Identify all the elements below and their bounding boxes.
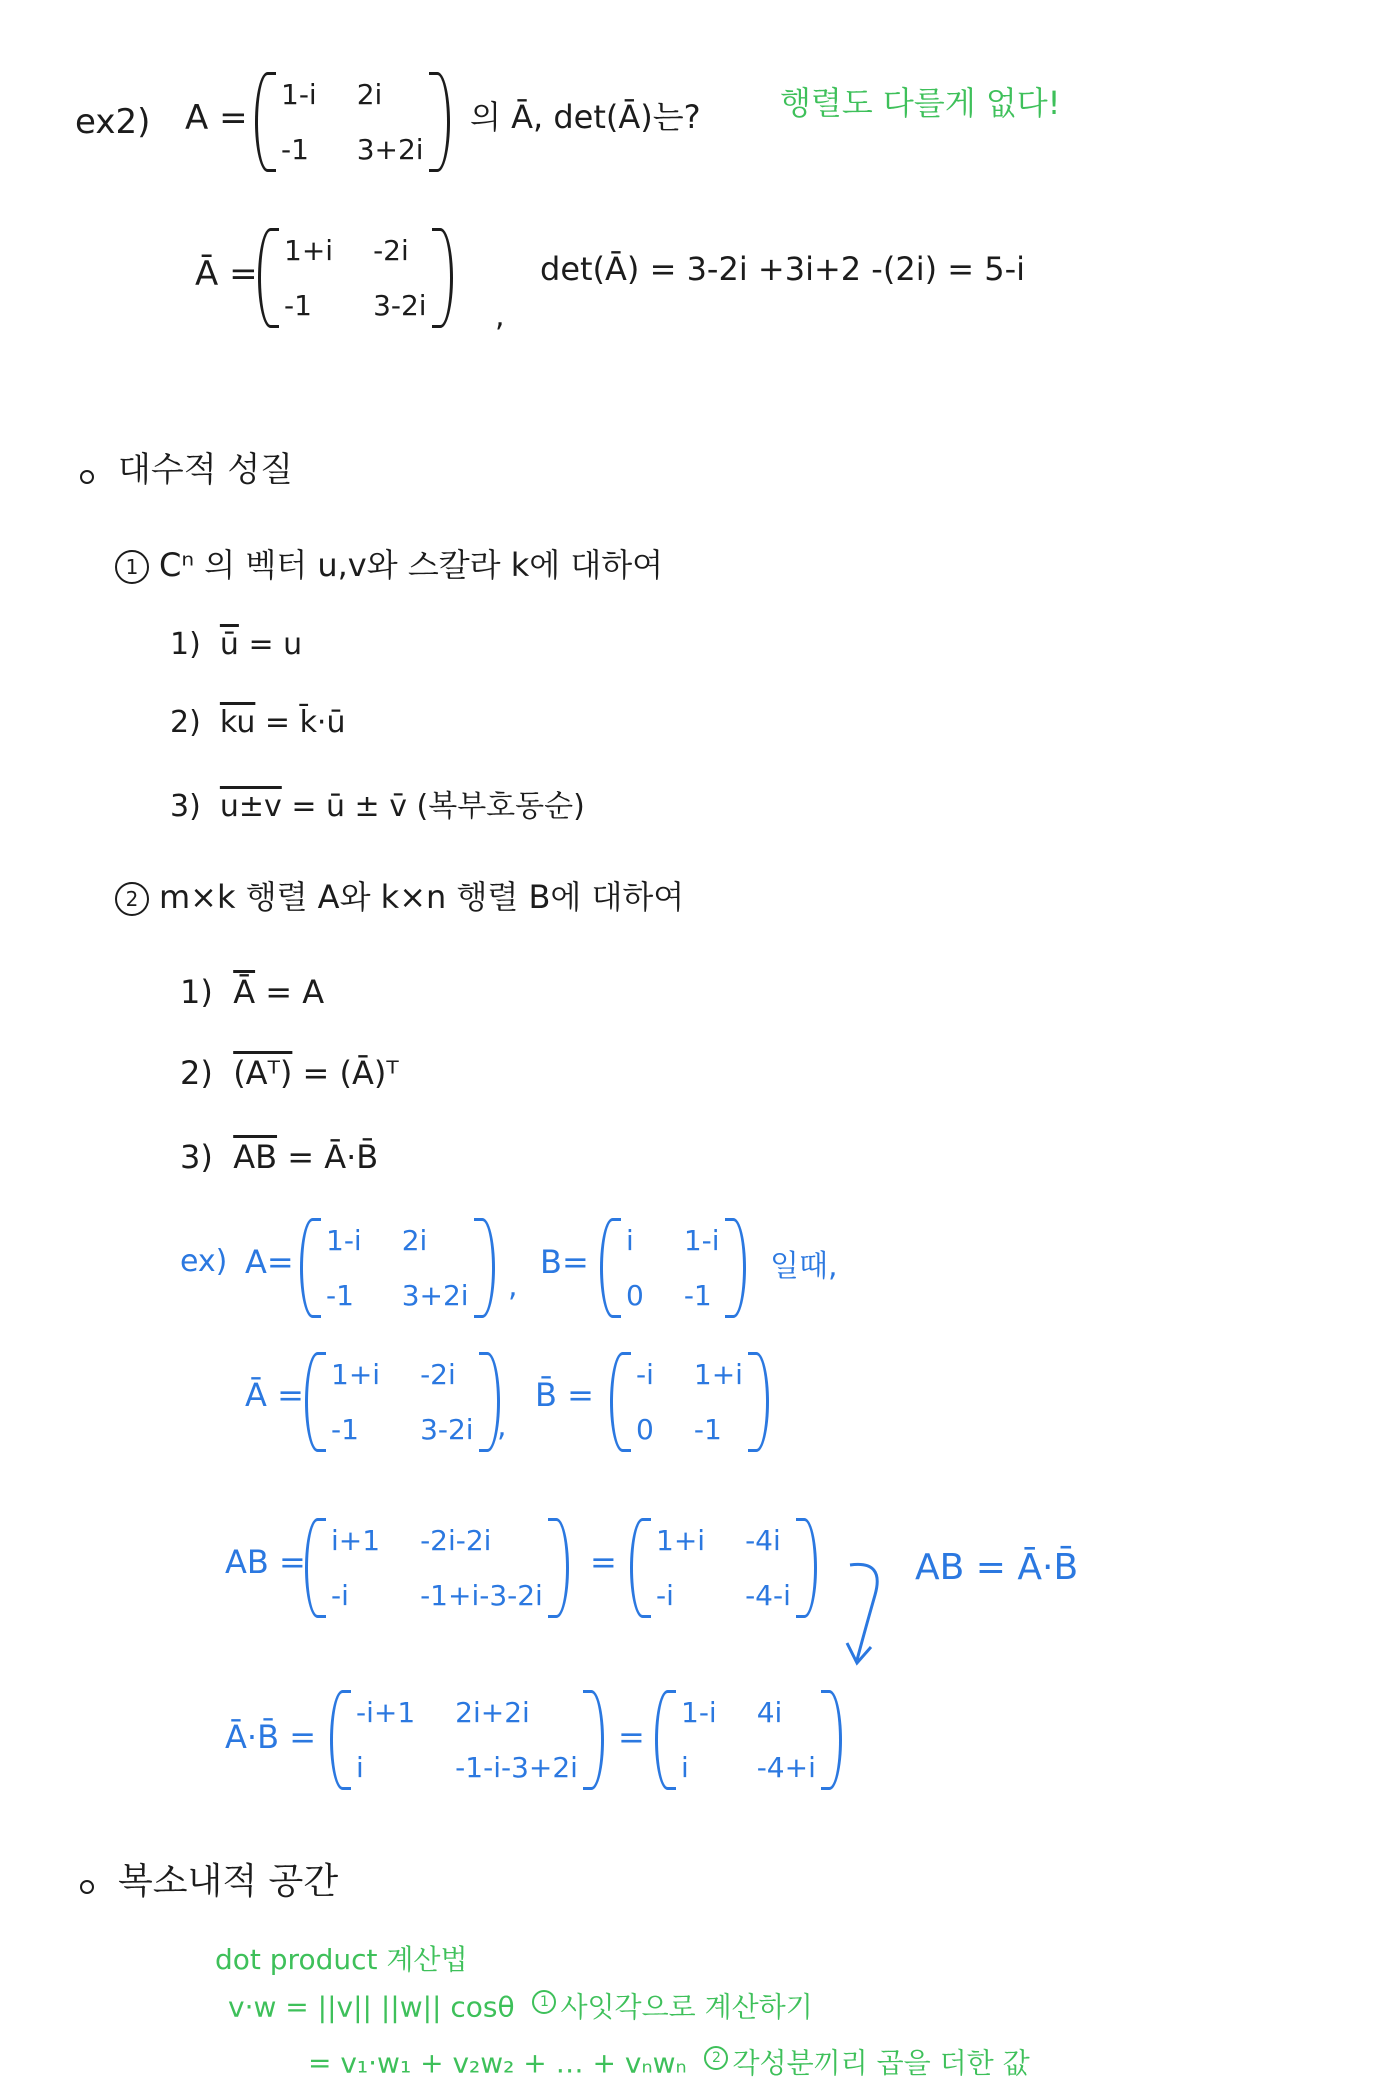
matrix-cell: 3-2i (373, 289, 427, 322)
matrix-cell: 1-i (281, 78, 317, 111)
bullet-icon (80, 470, 94, 484)
matrix-cell: -1 (693, 1413, 722, 1446)
matrix-cell: 3-2i (420, 1413, 474, 1446)
matrix-cell: -4i (745, 1524, 781, 1557)
matrix-cell: -i+1 (356, 1696, 416, 1729)
ex-blue-AbarBbar-eq: Ā·B̄ = (225, 1718, 316, 1756)
ex-blue-matrix-AB (630, 1518, 817, 1618)
matrix-cell: -1 (331, 1413, 359, 1446)
matrix-cell: i (356, 1751, 364, 1784)
prop1-rule-2: 2) $\overline{ku}$ = k̄·ū (170, 705, 346, 740)
matrix-cell: 0 (636, 1413, 654, 1446)
prop2-rule-2: 2) (Aᵀ) = (Ā)ᵀ (180, 1054, 399, 1092)
ex-blue-matrix-Bbar (610, 1352, 769, 1452)
matrix-cell: -1 (683, 1279, 712, 1312)
ex-blue-conclusion: AB = Ā·B̄ (915, 1547, 1079, 1588)
section-heading-inner-space: 복소내적 공간 (118, 1861, 339, 1902)
matrix-cell: 2i (401, 1224, 428, 1257)
matrix-cell: 1+i (284, 234, 334, 267)
matrix-cell: -4+i (756, 1751, 816, 1784)
matrix-cell: -4-i (745, 1579, 791, 1612)
ex-blue-comma-2: , (497, 1409, 507, 1444)
prop2-rule-1: 1) $\overline{Ā} = A$ (180, 973, 325, 1011)
prop1-text: 1 Cⁿ 의 벡터 u,v와 스칼라 k에 대하여 (115, 548, 663, 584)
ex2-det-calc: det(Ā) = 3-2i +3i+2 -(2i) = 5-i (540, 250, 1026, 288)
ex2-matrix-Abar (258, 228, 453, 328)
ex-blue-equals-1: = (590, 1543, 617, 1581)
section-heading-conj-props: 대수적 성질 (118, 450, 294, 490)
matrix-cell: -2i (373, 234, 409, 267)
matrix-cell: -i (331, 1579, 349, 1612)
dot-product-line-1: v·w = ||v|| ||w|| cosθ 1 사잇각으로 계산하기 (228, 1990, 813, 2024)
circled-number-icon: 1 (532, 1990, 556, 2014)
matrix-cell: -1-i-3+2i (455, 1751, 578, 1784)
ex-blue-matrix-B (600, 1218, 746, 1318)
matrix-cell: 1-i (681, 1696, 717, 1729)
matrix-cell: 2i+2i (455, 1696, 530, 1729)
matrix-cell: -1 (281, 133, 309, 166)
matrix-cell: 1-i (326, 1224, 362, 1257)
ex-blue-tail: 일때, (770, 1249, 838, 1284)
matrix-cell: i (681, 1751, 689, 1784)
matrix-cell: 1+i (693, 1358, 743, 1391)
matrix-cell: -i (636, 1358, 654, 1391)
matrix-cell: 4i (756, 1696, 783, 1729)
prop2-rule-3: 3) $\overline{AB}$ = Ā·B̄ (180, 1138, 379, 1176)
ex2-matrix-A (255, 72, 450, 172)
ex-blue-AB-eq: AB = (225, 1543, 306, 1581)
matrix-cell: 1+i (331, 1358, 381, 1391)
prop1-rule-1: 1) $\overline{ū} = u$ (170, 627, 303, 662)
ex-blue-comma-1: , (508, 1269, 518, 1304)
ex-blue-matrix-AbarBbar-raw (330, 1690, 604, 1790)
bullet-icon (80, 1880, 94, 1894)
ex-blue-B-eq: B= (540, 1243, 589, 1281)
ex2-comma: , (495, 299, 505, 334)
ex-blue-equals-2: = (618, 1718, 645, 1756)
matrix-cell: -i (656, 1579, 674, 1612)
circled-number-icon: 2 (704, 2046, 728, 2070)
matrix-cell: -2i (420, 1358, 456, 1391)
ex-blue-matrix-Abar (305, 1352, 500, 1452)
ex2-Abar-eq: Ā = (195, 254, 258, 294)
ex-blue-Bbar-eq: B̄ = (535, 1376, 594, 1414)
matrix-cell: 0 (626, 1279, 644, 1312)
ex-blue-label: ex) (180, 1244, 228, 1279)
ex-blue-matrix-AB-raw (305, 1518, 569, 1618)
dot-product-line-2: = v₁·w₁ + v₂w₂ + … + vₙwₙ 2 각성분끼리 곱을 더한 값 (308, 2046, 1030, 2080)
dot-product-title: dot product 계산법 (215, 1943, 468, 1976)
matrix-cell: i (626, 1224, 634, 1257)
matrix-cell: -1 (326, 1279, 354, 1312)
ex2-remark: 행렬도 다를게 없다! (780, 84, 1061, 122)
ex-blue-Abar-eq: Ā = (245, 1376, 304, 1414)
ex-blue-matrix-A (300, 1218, 495, 1318)
ex2-question: 의 Ā, det(Ā)는? (470, 98, 701, 136)
matrix-cell: -1 (284, 289, 312, 322)
ex2-A-eq: A = (185, 98, 248, 138)
matrix-cell: -1+i-3-2i (420, 1579, 543, 1612)
ex-blue-A-eq: A= (245, 1243, 294, 1281)
matrix-cell: 3+2i (356, 133, 424, 166)
ex2-label: ex2) (75, 102, 151, 142)
prop2-text: 2 m×k 행렬 A와 k×n 행렬 B에 대하여 (115, 880, 684, 916)
matrix-cell: 3+2i (401, 1279, 469, 1312)
matrix-cell: 1-i (683, 1224, 720, 1257)
ex-blue-matrix-AbarBbar (655, 1690, 842, 1790)
circled-number-icon: 2 (115, 882, 149, 916)
matrix-cell: 1+i (656, 1524, 706, 1557)
matrix-cell: i+1 (331, 1524, 381, 1557)
prop1-rule-3: 3) u±v = ū ± v̄ (복부호동순) (170, 789, 585, 824)
matrix-cell: 2i (356, 78, 383, 111)
circled-number-icon: 1 (115, 550, 149, 584)
arrow-icon (845, 1555, 925, 1675)
matrix-cell: -2i-2i (420, 1524, 492, 1557)
